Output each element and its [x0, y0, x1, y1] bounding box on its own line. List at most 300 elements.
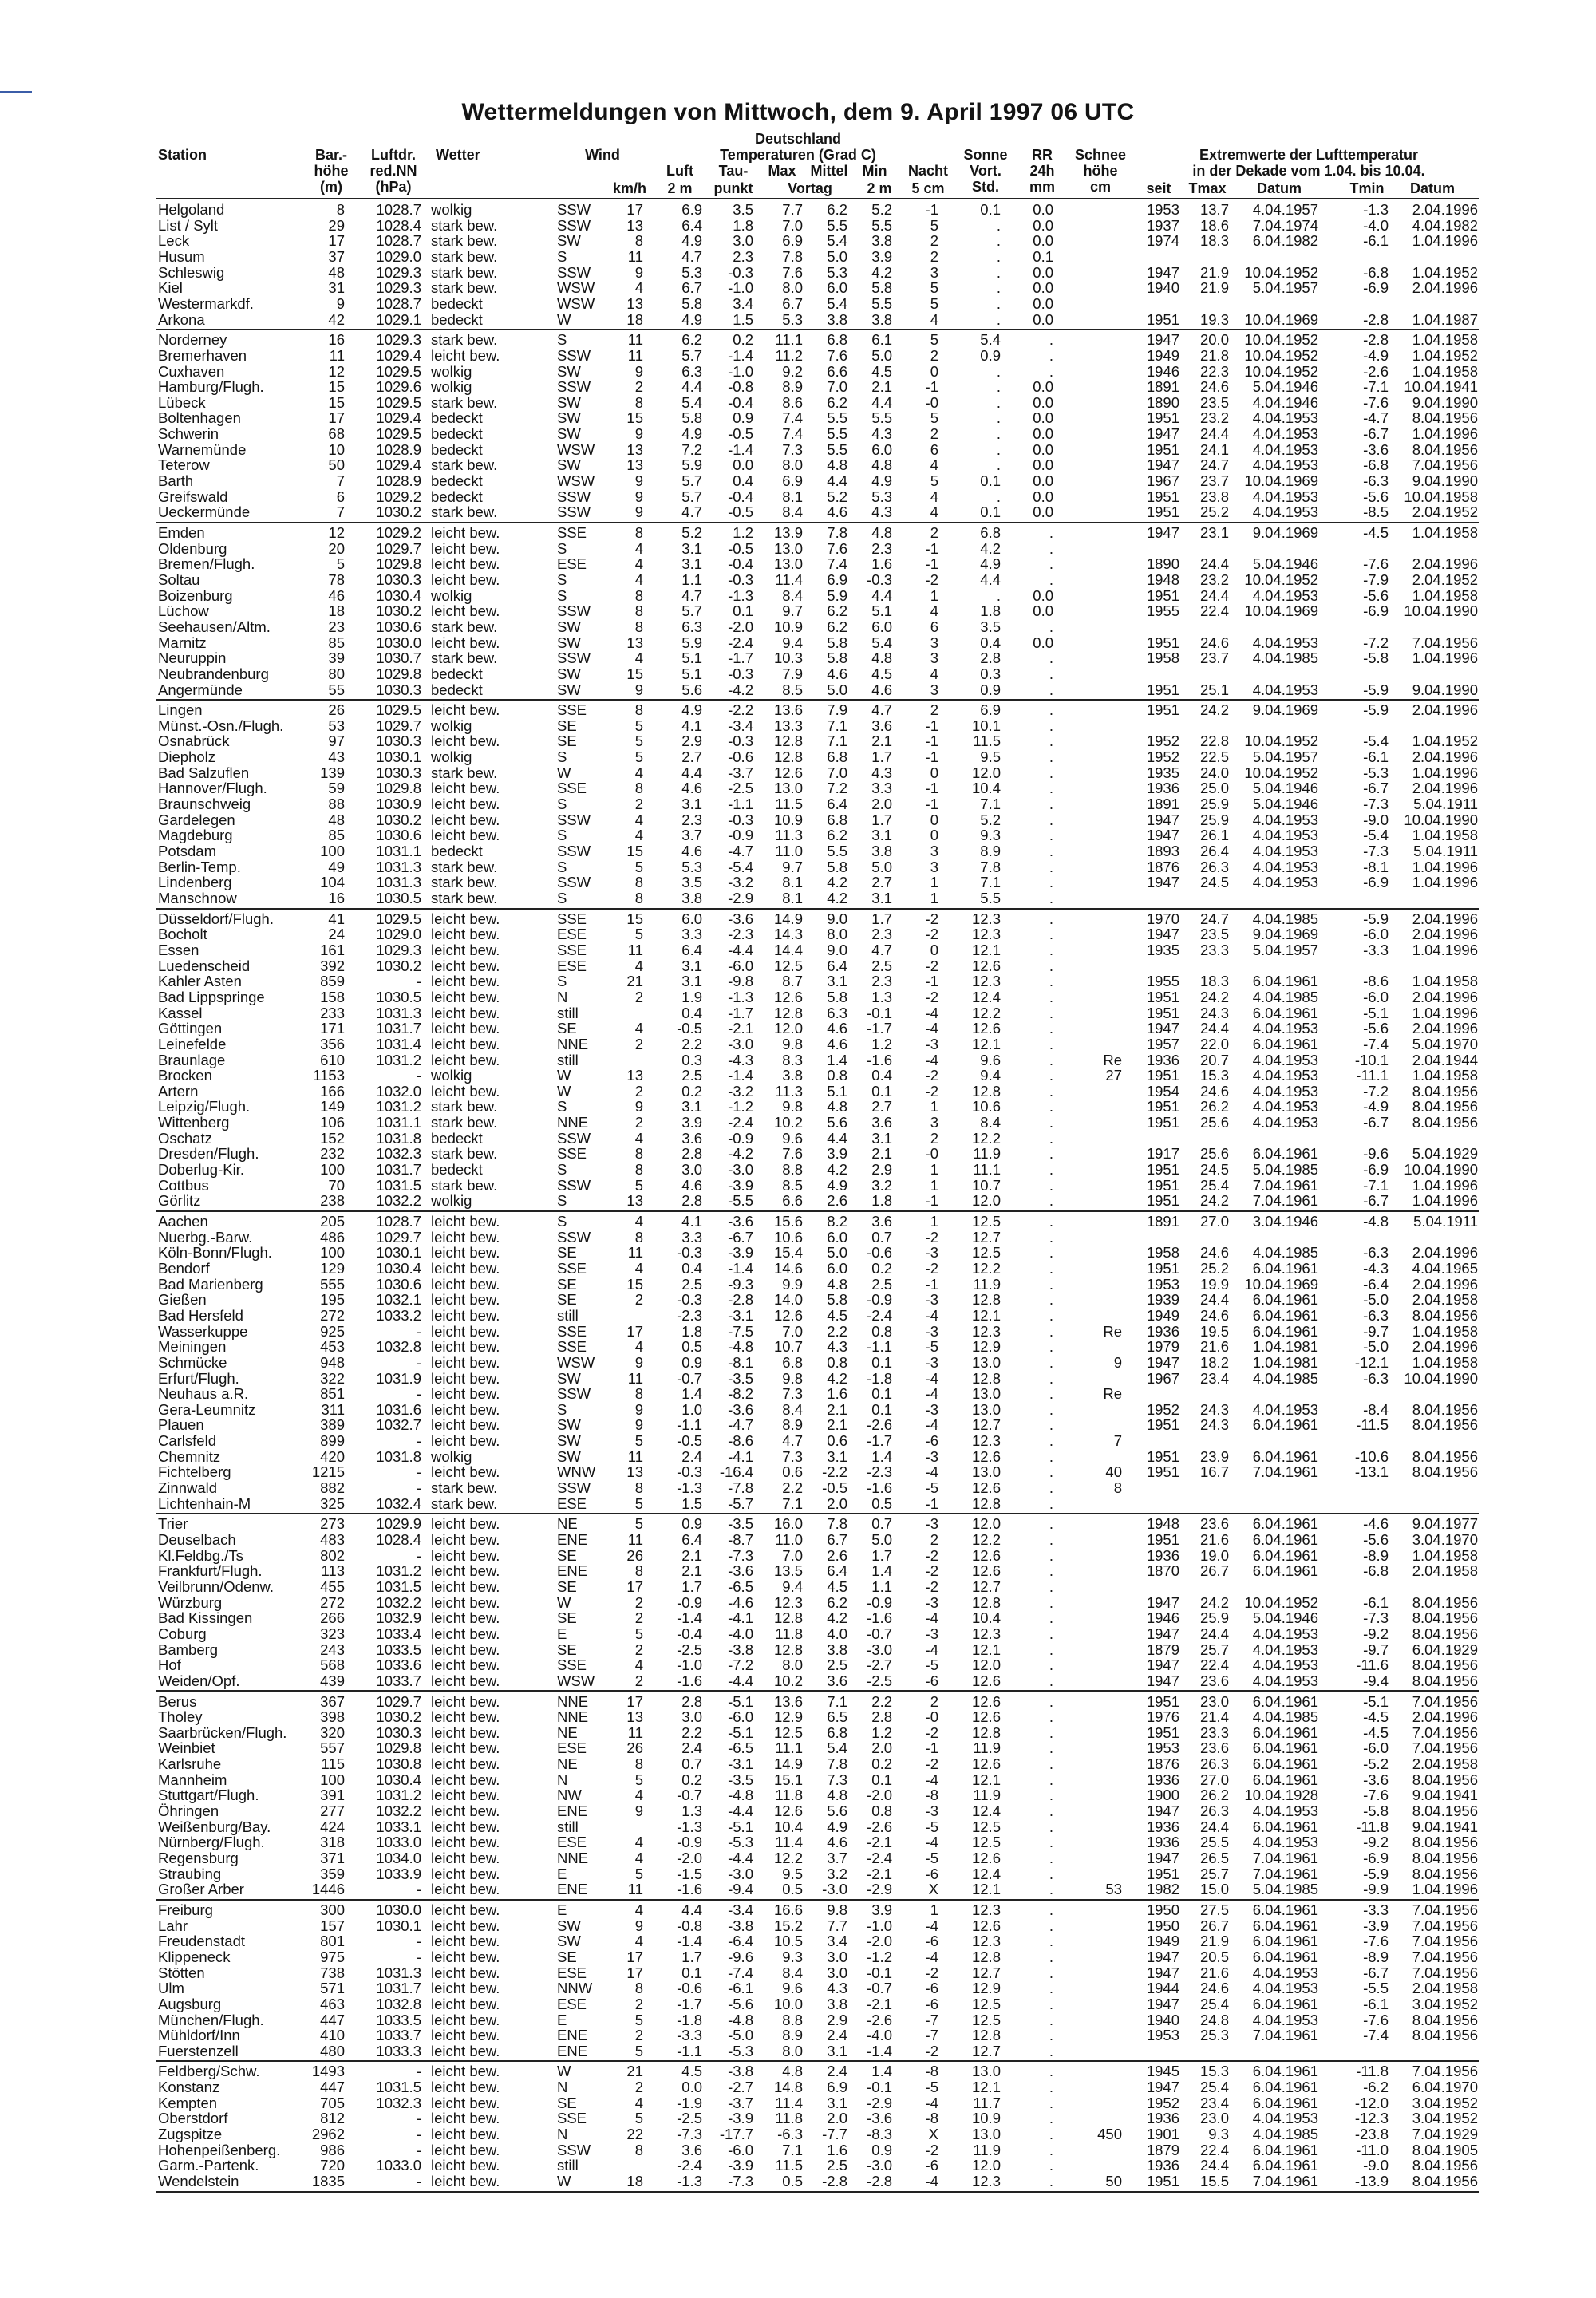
table-row — [0, 827, 1596, 843]
cell-temp-luft: 6.4 — [681, 941, 702, 958]
cell-wind-direction: W — [557, 310, 571, 328]
cell-temp-max: 8.1 — [782, 874, 803, 891]
cell-temp-mittel: 3.4 — [827, 1933, 847, 1950]
cell-schneehoehe: Re — [1103, 1322, 1122, 1340]
cell-tmax: 21.6 — [1199, 1964, 1229, 1981]
cell-seit: 1891 — [1146, 1213, 1179, 1230]
cell-temp-luft: -0.7 — [677, 1787, 702, 1804]
cell-wetter: bedeckt — [431, 843, 483, 859]
cell-station: Stuttgart/Flugh. — [158, 1787, 259, 1804]
cell-wind-speed: 4 — [634, 1850, 643, 1866]
cell-temp-mittel: 5.5 — [827, 216, 847, 234]
cell-temp-nacht: 0 — [930, 764, 938, 781]
cell-bar-hoehe: 42 — [328, 310, 345, 328]
cell-wind-speed: 5 — [634, 748, 643, 766]
cell-bar-hoehe: 389 — [320, 1416, 345, 1434]
cell-tmax-datum: 4.04.1953 — [1252, 681, 1318, 698]
cell-temp-nacht: -5 — [925, 1656, 938, 1674]
cell-temp-nacht: -6 — [925, 1980, 938, 1997]
cell-luftdruck: 1030.3 — [376, 1724, 421, 1741]
cell-station: Großer Arber — [158, 1881, 244, 1898]
cell-temp-max: 13.5 — [773, 1562, 803, 1580]
cell-niederschlag: . — [1049, 1035, 1053, 1052]
cell-taupunkt: -4.1 — [728, 1447, 753, 1465]
cell-wind-direction: N — [557, 2079, 568, 2096]
cell-tmax: 25.6 — [1199, 1145, 1229, 1163]
cell-tmin-datum: 8.04.1956 — [1412, 409, 1478, 427]
cell-tmin-datum: 8.04.1956 — [1412, 1400, 1478, 1418]
cell-seit: 1951 — [1146, 1724, 1179, 1741]
cell-temp-min: -2.1 — [867, 1834, 892, 1851]
cell-wind-speed: 11 — [627, 1369, 643, 1387]
cell-wind-direction: S — [557, 539, 567, 557]
cell-tmin: -4.8 — [1363, 1213, 1389, 1230]
cell-wind-speed: 11 — [627, 941, 643, 958]
cell-wind-direction: SE — [557, 1275, 577, 1293]
cell-temp-nacht: -5 — [925, 1479, 938, 1496]
cell-temp-max: 11.8 — [775, 1787, 803, 1804]
cell-wetter: bedeckt — [431, 310, 483, 328]
cell-station: Magdeburg — [158, 827, 233, 844]
cell-tmax: 18.3 — [1199, 232, 1229, 250]
cell-wetter: bedeckt — [431, 425, 483, 443]
cell-tmin-datum: 1.04.1958 — [1412, 586, 1478, 604]
cell-temp-mittel: 4.2 — [827, 1369, 847, 1387]
cell-temp-min: 0.8 — [871, 1322, 892, 1340]
cell-temp-luft: -1.4 — [677, 1609, 702, 1627]
cell-station: Zugspitze — [158, 2126, 223, 2142]
table-row — [0, 796, 1596, 811]
cell-temp-mittel: 6.2 — [827, 602, 847, 620]
header-rr-1: RR — [1032, 147, 1053, 163]
cell-tmax: 24.2 — [1199, 1593, 1229, 1611]
cell-wind-speed: 8 — [634, 701, 643, 719]
table-row — [0, 1386, 1596, 1401]
cell-wetter: leicht bew. — [431, 1964, 500, 1981]
cell-seit: 1953 — [1146, 201, 1179, 218]
cell-temp-min: 2.5 — [871, 1275, 892, 1293]
cell-wind-speed: 2 — [634, 1035, 643, 1052]
cell-wind-direction: E — [557, 1865, 567, 1882]
cell-taupunkt: -6.5 — [728, 1739, 753, 1757]
cell-wind-speed: 2 — [634, 1593, 643, 1611]
cell-station: Leck — [158, 232, 190, 250]
cell-wetter: leicht bew. — [431, 1020, 500, 1037]
cell-bar-hoehe: 161 — [320, 941, 345, 958]
cell-tmin-datum: 8.04.1956 — [1412, 1416, 1478, 1434]
table-row — [0, 603, 1596, 618]
cell-luftdruck: 1029.4 — [376, 456, 421, 474]
cell-niederschlag: . — [1049, 732, 1053, 750]
cell-tmax: 19.3 — [1199, 310, 1229, 328]
cell-luftdruck: 1028.7 — [376, 201, 421, 218]
cell-temp-luft: 3.6 — [681, 2141, 702, 2158]
cell-tmin: -11.5 — [1356, 1416, 1389, 1434]
cell-temp-max: 10.7 — [773, 1338, 803, 1356]
cell-tmin-datum: 8.04.1956 — [1412, 440, 1478, 458]
cell-temp-min: 1.2 — [871, 1724, 892, 1741]
cell-taupunkt: -5.1 — [728, 1818, 753, 1835]
cell-bar-hoehe: 311 — [321, 1400, 345, 1418]
cell-wetter: leicht bew. — [431, 1850, 500, 1866]
cell-temp-nacht: -4 — [925, 2173, 938, 2189]
cell-seit: 1946 — [1146, 1609, 1179, 1627]
cell-luftdruck: 1029.5 — [376, 910, 421, 927]
cell-station: Münst.-Osn./Flugh. — [158, 717, 284, 734]
cell-tmax: 24.8 — [1199, 2011, 1229, 2028]
cell-temp-min: -1.7 — [867, 1432, 892, 1450]
cell-temp-nacht: -2 — [925, 1228, 938, 1246]
table-row — [0, 1115, 1596, 1130]
cell-niederschlag: . — [1049, 1082, 1053, 1100]
cell-niederschlag: . — [1049, 1531, 1053, 1548]
table-row — [0, 1933, 1596, 1949]
cell-tmax: 23.7 — [1199, 472, 1229, 489]
cell-wind-speed: 8 — [634, 1145, 643, 1163]
cell-sonne: . — [996, 263, 1001, 281]
table-row — [0, 1772, 1596, 1787]
cell-temp-min: 4.3 — [871, 764, 892, 781]
cell-wetter: leicht bew. — [431, 1244, 500, 1262]
cell-temp-max: 9.8 — [782, 1369, 803, 1387]
cell-wind-speed: 8 — [634, 889, 643, 906]
cell-luftdruck: 1031.5 — [376, 1176, 421, 1194]
cell-temp-nacht: -5 — [925, 1818, 938, 1835]
cell-sonne: 3.5 — [980, 618, 1001, 635]
cell-taupunkt: -3.9 — [728, 1176, 753, 1194]
cell-tmin-datum: 7.04.1929 — [1412, 2126, 1478, 2142]
cell-taupunkt: -0.5 — [728, 425, 753, 443]
cell-wind-speed: 5 — [634, 1865, 643, 1882]
cell-tmin-datum: 7.04.1956 — [1412, 634, 1478, 651]
cell-tmin: -8.1 — [1363, 858, 1389, 875]
cell-temp-nacht: -4 — [925, 1948, 938, 1965]
cell-station: Deuselbach — [158, 1531, 236, 1548]
cell-tmin-datum: 7.04.1956 — [1412, 2063, 1478, 2080]
cell-bar-hoehe: 1215 — [311, 1463, 345, 1481]
cell-tmin: -10.6 — [1354, 1447, 1389, 1465]
table-row — [0, 2028, 1596, 2043]
cell-taupunkt: -7.2 — [728, 1656, 753, 1674]
cell-bar-hoehe: 557 — [320, 1739, 345, 1757]
cell-tmin-datum: 1.04.1958 — [1412, 331, 1478, 349]
cell-station: Bad Hersfeld — [158, 1306, 243, 1324]
cell-temp-nacht: -8 — [925, 2063, 938, 2080]
cell-seit: 1951 — [1146, 988, 1179, 1005]
cell-tmin: -11.6 — [1356, 1656, 1389, 1674]
cell-sonne: 12.7 — [971, 1577, 1001, 1595]
cell-temp-min: 2.3 — [871, 973, 892, 990]
cell-temp-max: 3.8 — [782, 1067, 803, 1084]
cell-sonne: 0.9 — [980, 681, 1001, 698]
cell-tmin-datum: 2.04.1996 — [1412, 279, 1478, 297]
cell-wind-direction: S — [557, 1213, 567, 1230]
cell-niederschlag: . — [1049, 1771, 1053, 1788]
group-separator — [156, 1210, 1479, 1212]
cell-temp-luft: 3.0 — [681, 1161, 702, 1178]
cell-sonne: 10.4 — [971, 780, 1001, 797]
cell-niederschlag: . — [1049, 1980, 1053, 1997]
cell-station: Straubing — [158, 1865, 222, 1882]
cell-station: Helgoland — [158, 201, 225, 218]
cell-temp-mittel: 7.3 — [827, 1771, 847, 1788]
margin-mark — [0, 91, 32, 93]
cell-wetter: leicht bew. — [431, 524, 500, 541]
cell-luftdruck: 1029.8 — [376, 555, 421, 573]
cell-temp-max: 14.9 — [773, 1755, 803, 1773]
cell-tmin: -8.9 — [1363, 1546, 1389, 1564]
cell-sonne: 12.8 — [971, 1494, 1001, 1512]
cell-tmin: -3.6 — [1363, 440, 1389, 458]
cell-wetter: wolkig — [431, 1447, 472, 1465]
cell-seit: 1936 — [1146, 1051, 1179, 1068]
cell-wind-speed: 11 — [627, 1724, 643, 1741]
cell-temp-mittel: 5.6 — [827, 1114, 847, 1131]
table-row — [0, 635, 1596, 650]
cell-temp-max: 2.2 — [782, 1479, 803, 1496]
cell-temp-nacht: -2 — [925, 1577, 938, 1595]
cell-seit: 1967 — [1146, 1369, 1179, 1387]
cell-temp-nacht: -6 — [925, 2157, 938, 2174]
cell-luftdruck: 1031.2 — [376, 1051, 421, 1068]
cell-temp-max: 14.4 — [773, 941, 803, 958]
cell-seit: 1947 — [1146, 263, 1179, 281]
cell-luftdruck: 1031.8 — [376, 1447, 421, 1465]
cell-temp-nacht: -4 — [925, 1834, 938, 1851]
cell-seit: 1893 — [1146, 843, 1179, 859]
cell-station: Regensburg — [158, 1850, 239, 1866]
cell-temp-max: 8.4 — [782, 586, 803, 604]
cell-tmin: -4.3 — [1363, 1259, 1389, 1277]
cell-taupunkt: -2.4 — [728, 634, 753, 651]
cell-tmax: 19.5 — [1199, 1322, 1229, 1340]
cell-wind-speed: 4 — [634, 650, 643, 667]
cell-temp-mittel: -2.8 — [822, 2173, 847, 2189]
cell-temp-luft: 0.0 — [681, 2079, 702, 2096]
cell-tmin-datum: 1.04.1958 — [1412, 362, 1478, 380]
cell-tmax: 26.1 — [1199, 827, 1229, 844]
cell-temp-mittel: 5.0 — [827, 247, 847, 265]
cell-temp-mittel: 6.0 — [827, 1259, 847, 1277]
cell-temp-max: 7.8 — [782, 247, 803, 265]
table-row — [0, 2110, 1596, 2126]
cell-temp-nacht: -2 — [925, 1562, 938, 1580]
cell-luftdruck: - — [416, 2141, 421, 2158]
cell-niederschlag: . — [1049, 843, 1053, 859]
table-row — [0, 395, 1596, 410]
cell-tmax-datum: 7.04.1961 — [1252, 2173, 1318, 2189]
cell-taupunkt: -3.1 — [728, 1306, 753, 1324]
cell-niederschlag: . — [1049, 827, 1053, 844]
cell-tmax: 23.6 — [1199, 1515, 1229, 1533]
cell-tmax-datum: 6.04.1961 — [1252, 1416, 1318, 1434]
cell-wind-direction: SE — [557, 1641, 577, 1658]
cell-station: Gießen — [158, 1291, 207, 1309]
cell-wetter: leicht bew. — [431, 1948, 500, 1965]
cell-taupunkt: -3.4 — [728, 1901, 753, 1918]
cell-wind-speed: 9 — [634, 1917, 643, 1934]
cell-luftdruck: 1031.8 — [376, 1129, 421, 1147]
cell-tmin-datum: 8.04.1956 — [1412, 1656, 1478, 1674]
cell-seit: 1939 — [1146, 1291, 1179, 1309]
cell-temp-min: -3.6 — [867, 2110, 892, 2127]
cell-station: Lichtenhain-M — [158, 1494, 251, 1512]
header-sonne-1: Sonne — [963, 147, 1008, 163]
cell-niederschlag: . — [1049, 524, 1053, 541]
cell-luftdruck: 1030.7 — [376, 650, 421, 667]
cell-taupunkt: -0.3 — [728, 571, 753, 588]
cell-seit: 1976 — [1146, 1708, 1179, 1726]
cell-wetter: stark bew. — [431, 889, 498, 906]
cell-tmax: 23.4 — [1199, 2094, 1229, 2111]
cell-luftdruck: 1029.1 — [376, 310, 421, 328]
cell-temp-luft: 2.1 — [681, 1546, 702, 1564]
cell-sonne: 12.1 — [971, 941, 1001, 958]
cell-luftdruck: 1030.1 — [376, 748, 421, 766]
cell-temp-min: 2.9 — [871, 1161, 892, 1178]
cell-wind-speed: 8 — [634, 1562, 643, 1580]
table-row — [0, 1193, 1596, 1208]
cell-wetter: stark bew. — [431, 331, 498, 349]
cell-temp-nacht: 2 — [930, 232, 938, 250]
cell-temp-max: 7.3 — [782, 1385, 803, 1403]
cell-wind-speed: 4 — [634, 1259, 643, 1277]
cell-temp-min: 2.5 — [871, 957, 892, 974]
cell-tmax: 22.8 — [1199, 732, 1229, 750]
cell-temp-luft: 2.3 — [681, 811, 702, 828]
cell-taupunkt: -6.7 — [728, 1228, 753, 1246]
cell-temp-nacht: -8 — [925, 1787, 938, 1804]
cell-temp-mittel: 2.1 — [827, 1416, 847, 1434]
cell-wetter: stark bew. — [431, 858, 498, 875]
cell-tmin: -6.7 — [1363, 1114, 1389, 1131]
cell-station: Erfurt/Flugh. — [158, 1369, 239, 1387]
cell-temp-mittel: 6.0 — [827, 279, 847, 297]
cell-temp-max: 8.9 — [782, 2027, 803, 2044]
cell-station: Fuerstenzell — [158, 2042, 239, 2059]
cell-wetter: wolkig — [431, 586, 472, 604]
cell-niederschlag: . — [1049, 1098, 1053, 1115]
cell-niederschlag: 0.0 — [1033, 456, 1053, 474]
cell-temp-luft: 6.0 — [681, 910, 702, 927]
cell-tmin-datum: 9.04.1990 — [1412, 393, 1478, 411]
cell-taupunkt: 3.4 — [733, 294, 753, 312]
cell-luftdruck: 1030.1 — [376, 1917, 421, 1934]
cell-tmin-datum: 6.04.1929 — [1412, 1641, 1478, 1658]
cell-temp-max: 6.9 — [782, 472, 803, 489]
header-temperaturen: Temperaturen (Grad C) — [720, 147, 876, 163]
table-row — [0, 1740, 1596, 1755]
cell-luftdruck: 1030.6 — [376, 1275, 421, 1293]
cell-sonne: 12.0 — [971, 1515, 1001, 1533]
cell-station: Wendelstein — [158, 2173, 239, 2189]
cell-temp-luft: 4.7 — [681, 247, 702, 265]
cell-temp-nacht: 1 — [930, 1161, 938, 1178]
cell-temp-max: 7.4 — [782, 425, 803, 443]
cell-tmin-datum: 1.04.1952 — [1412, 732, 1478, 750]
cell-sonne: 11.9 — [973, 1145, 1001, 1163]
cell-seit: 1901 — [1146, 2126, 1179, 2142]
cell-wind-direction: S — [557, 889, 567, 906]
cell-tmax-datum: 6.04.1961 — [1252, 1995, 1318, 2012]
cell-niederschlag: . — [1049, 2157, 1053, 2174]
cell-luftdruck: - — [416, 1881, 421, 1898]
cell-taupunkt: -4.6 — [728, 1593, 753, 1611]
cell-temp-luft: 5.7 — [681, 488, 702, 505]
cell-temp-max: 9.7 — [782, 602, 803, 620]
cell-wetter: leicht bew. — [431, 1980, 500, 1997]
cell-tmin: -6.7 — [1363, 425, 1389, 443]
cell-tmin: -5.8 — [1363, 1802, 1389, 1819]
cell-seit: 1955 — [1146, 602, 1179, 620]
cell-temp-min: 4.3 — [871, 503, 892, 521]
cell-temp-max: 15.6 — [773, 1213, 803, 1230]
cell-luftdruck: 1033.5 — [376, 2011, 421, 2028]
table-row — [0, 1308, 1596, 1323]
cell-bar-hoehe: 100 — [320, 1244, 345, 1262]
cell-tmax: 25.0 — [1199, 780, 1229, 797]
cell-niederschlag: . — [1049, 1708, 1053, 1726]
cell-station: Leipzig/Flugh. — [158, 1098, 251, 1115]
table-row — [0, 588, 1596, 603]
cell-temp-max: 13.6 — [773, 701, 803, 719]
cell-sonne: 12.3 — [971, 2173, 1001, 2189]
cell-wetter: leicht bew. — [431, 1739, 500, 1757]
cell-schneehoehe: 50 — [1105, 2173, 1122, 2189]
cell-wind-speed: 8 — [634, 1479, 643, 1496]
cell-temp-min: 6.0 — [871, 440, 892, 458]
cell-wind-speed: 9 — [634, 472, 643, 489]
cell-bar-hoehe: 463 — [320, 1995, 345, 2012]
header-max: Max — [768, 163, 796, 179]
cell-station: Lüchow — [158, 602, 209, 620]
cell-bar-hoehe: 80 — [328, 665, 345, 682]
cell-niederschlag: . — [1049, 1494, 1053, 1512]
cell-taupunkt: -4.0 — [728, 1625, 753, 1642]
cell-temp-min: 2.1 — [871, 1145, 892, 1163]
cell-temp-luft: 5.7 — [681, 346, 702, 364]
cell-schneehoehe: 8 — [1113, 1479, 1122, 1496]
cell-temp-mittel: 7.0 — [827, 378, 847, 396]
table-row — [0, 1834, 1596, 1850]
cell-tmax: 9.3 — [1208, 2126, 1229, 2142]
cell-temp-luft: 2.8 — [681, 1145, 702, 1163]
cell-temp-min: 4.8 — [871, 524, 892, 541]
cell-temp-mittel: 6.3 — [827, 1004, 847, 1021]
cell-taupunkt: -5.6 — [728, 1995, 753, 2012]
cell-wetter: leicht bew. — [431, 1995, 500, 2012]
cell-wind-speed: 13 — [626, 634, 643, 651]
cell-taupunkt: -4.4 — [728, 1672, 753, 1689]
cell-seit: 1950 — [1146, 1917, 1179, 1934]
cell-temp-mittel: -2.2 — [822, 1463, 847, 1481]
cell-temp-max: 7.4 — [782, 409, 803, 427]
cell-station: Klippeneck — [158, 1948, 231, 1965]
cell-niederschlag: . — [1049, 346, 1053, 364]
cell-wind-speed: 13 — [626, 440, 643, 458]
cell-niederschlag: . — [1049, 1369, 1053, 1387]
cell-taupunkt: -3.8 — [728, 1917, 753, 1934]
table-row — [0, 926, 1596, 942]
cell-wind-speed: 4 — [634, 279, 643, 297]
cell-taupunkt: -4.7 — [728, 1416, 753, 1434]
cell-temp-luft: 5.9 — [681, 456, 702, 474]
cell-taupunkt: -5.4 — [728, 858, 753, 875]
cell-tmin-datum: 2.04.1996 — [1412, 988, 1478, 1005]
cell-seit: 1948 — [1146, 571, 1179, 588]
cell-temp-max: 0.5 — [782, 1881, 803, 1898]
cell-tmin-datum: 8.04.1956 — [1412, 1593, 1478, 1611]
